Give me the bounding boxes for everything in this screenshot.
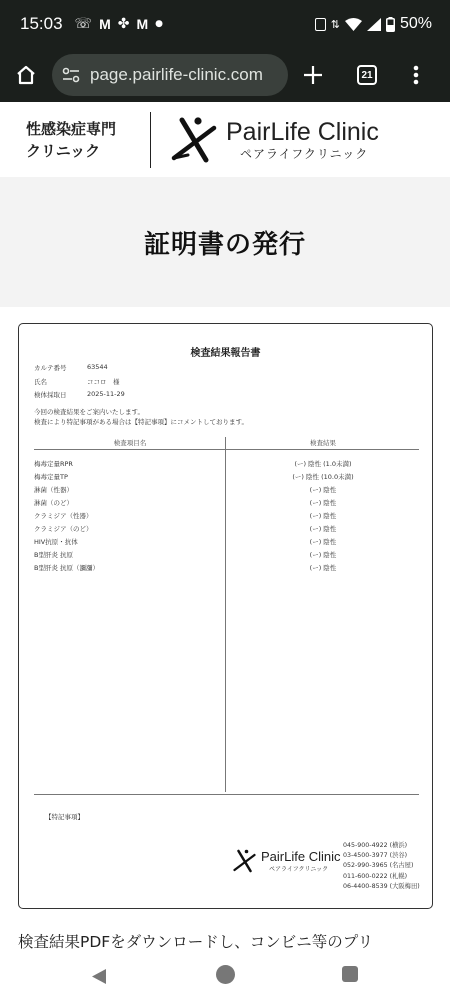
meta-row xyxy=(34,390,125,399)
signal-icon xyxy=(367,18,381,31)
nfc-icon xyxy=(315,18,326,31)
logo-text-jp: ペアライフクリニック xyxy=(240,146,369,161)
header-divider xyxy=(150,112,151,168)
clinic-type-line2: クリニック xyxy=(26,141,101,160)
contact-line: 045-900-4922 (横浜) xyxy=(343,842,408,849)
column-header-item: 検査項目名 xyxy=(113,439,147,447)
table-row xyxy=(34,472,419,485)
contact-line: 011-600-0222 (札幌) xyxy=(343,872,408,880)
contact-line: 03-4500-3977 (渋谷) xyxy=(343,852,408,860)
dot-icon: ● xyxy=(155,19,163,29)
table-row xyxy=(34,459,419,472)
status-time: 15:03 xyxy=(20,14,63,33)
system-nav-bar xyxy=(0,954,450,1000)
test-item: 淋菌（のど） xyxy=(34,499,73,507)
report-notice xyxy=(34,407,248,427)
footer-logo xyxy=(231,848,340,874)
battery-percent: 50% xyxy=(399,15,432,32)
meta-value: 2025-11-29 xyxy=(87,390,125,398)
recent-apps-icon[interactable] xyxy=(342,966,358,982)
test-result: (ー) 陰性 xyxy=(309,499,337,507)
notice-line: 検査により特記事項がある場合は【特記事項】にコメントしております。 xyxy=(34,418,248,426)
page-title: 証明書の発行 xyxy=(143,229,306,260)
table-row xyxy=(34,537,419,550)
test-result: (ー) 陰性 (10.0未満) xyxy=(292,473,354,481)
table-row xyxy=(34,498,419,511)
plus-icon xyxy=(303,65,323,85)
notes-label: 【特記事項】 xyxy=(45,813,84,821)
gmail-icon: M xyxy=(99,16,111,32)
clinic-type-line1: 性感染症専門 xyxy=(26,119,117,138)
home-nav-icon[interactable] xyxy=(216,965,235,984)
test-item: 梅毒定量TP xyxy=(34,473,68,481)
clinic-type-label xyxy=(26,118,126,162)
footer-logo-jp: ペアライフクリニック xyxy=(269,865,329,873)
logo-mark-icon xyxy=(168,114,218,166)
new-tab-button[interactable] xyxy=(288,48,338,102)
browser-toolbar xyxy=(0,48,450,102)
home-icon xyxy=(15,64,37,86)
test-result: (ー) 陰性 xyxy=(309,525,337,533)
test-item: B型肝炎 抗原 xyxy=(34,551,74,559)
meta-label: 氏名 xyxy=(34,378,47,386)
browser-menu-button[interactable] xyxy=(396,48,436,102)
back-icon[interactable] xyxy=(91,968,107,985)
test-item: クラミジア（性器） xyxy=(34,512,93,520)
footer-logo-en: PairLife Clinic xyxy=(261,848,341,864)
title-section xyxy=(0,177,450,307)
table-row xyxy=(34,550,419,563)
gmail-icon: M xyxy=(136,16,149,32)
meta-label: 検体採取日 xyxy=(34,391,67,399)
meta-value: ココロ 様 xyxy=(87,378,120,386)
test-result: (ー) 陰性 xyxy=(309,512,337,520)
test-item: 梅毒定量RPR xyxy=(34,460,73,468)
table-row xyxy=(34,563,419,576)
test-result: (ー) 陰性 xyxy=(309,564,337,572)
test-result: (ー) 陰性 xyxy=(309,486,337,494)
results-table-header xyxy=(34,435,419,450)
logo-text-en: PairLife Clinic xyxy=(226,117,379,146)
tab-switcher-button[interactable] xyxy=(338,48,396,102)
meta-row xyxy=(34,363,108,372)
meta-row xyxy=(34,377,120,386)
wifi-icon xyxy=(345,18,362,31)
column-header-result: 検査結果 xyxy=(310,439,336,447)
tab-count: 21 xyxy=(357,65,377,85)
url-text: page.pairlife-clinic.com xyxy=(90,65,263,84)
table-row xyxy=(34,524,419,537)
report-preview xyxy=(18,323,433,909)
test-item: B型肝炎 抗原（瀰瀰） xyxy=(34,564,100,572)
notification-icons xyxy=(75,16,163,32)
report-title: 検査結果報告書 xyxy=(190,348,261,359)
table-row xyxy=(34,485,419,498)
logo-mark-icon xyxy=(231,848,257,874)
pinwheel-icon: ✤ xyxy=(117,16,130,32)
status-bar xyxy=(0,0,450,48)
test-item: クラミジア（のど） xyxy=(34,525,93,533)
test-result: (ー) 陰性 xyxy=(309,551,337,559)
test-result: (ー) 陰性 (1.0未満) xyxy=(294,460,352,468)
more-vert-icon xyxy=(413,65,419,85)
instruction-text: 検査結果PDFをダウンロードし、コンビニ等のプリ xyxy=(18,933,374,951)
home-button[interactable] xyxy=(0,48,52,102)
test-item: 淋菌（性器） xyxy=(34,486,73,494)
meta-label: カルテ番号 xyxy=(34,364,67,372)
table-row xyxy=(34,511,419,524)
test-result: (ー) 陰性 xyxy=(309,538,337,546)
site-header xyxy=(0,102,450,177)
test-item: HIV抗原・抗体 xyxy=(34,538,78,546)
table-bottom-line xyxy=(34,794,419,795)
battery-icon xyxy=(386,17,395,32)
clinic-contacts xyxy=(343,841,420,892)
clinic-logo[interactable] xyxy=(168,114,379,166)
address-bar[interactable] xyxy=(52,54,288,96)
contact-line: 06-4400-8539 (大阪梅田) xyxy=(343,882,420,890)
data-arrows-icon: ⇅ xyxy=(330,17,340,31)
system-icons xyxy=(315,15,432,33)
notice-line: 今回の検査結果をご案内いたします。 xyxy=(34,408,144,416)
contact-line: 052-990-3965 (名古屋) xyxy=(343,862,414,870)
phone-alert-icon: ☏ xyxy=(74,16,93,32)
site-settings-icon[interactable] xyxy=(62,66,80,84)
meta-value: 63544 xyxy=(87,363,108,371)
